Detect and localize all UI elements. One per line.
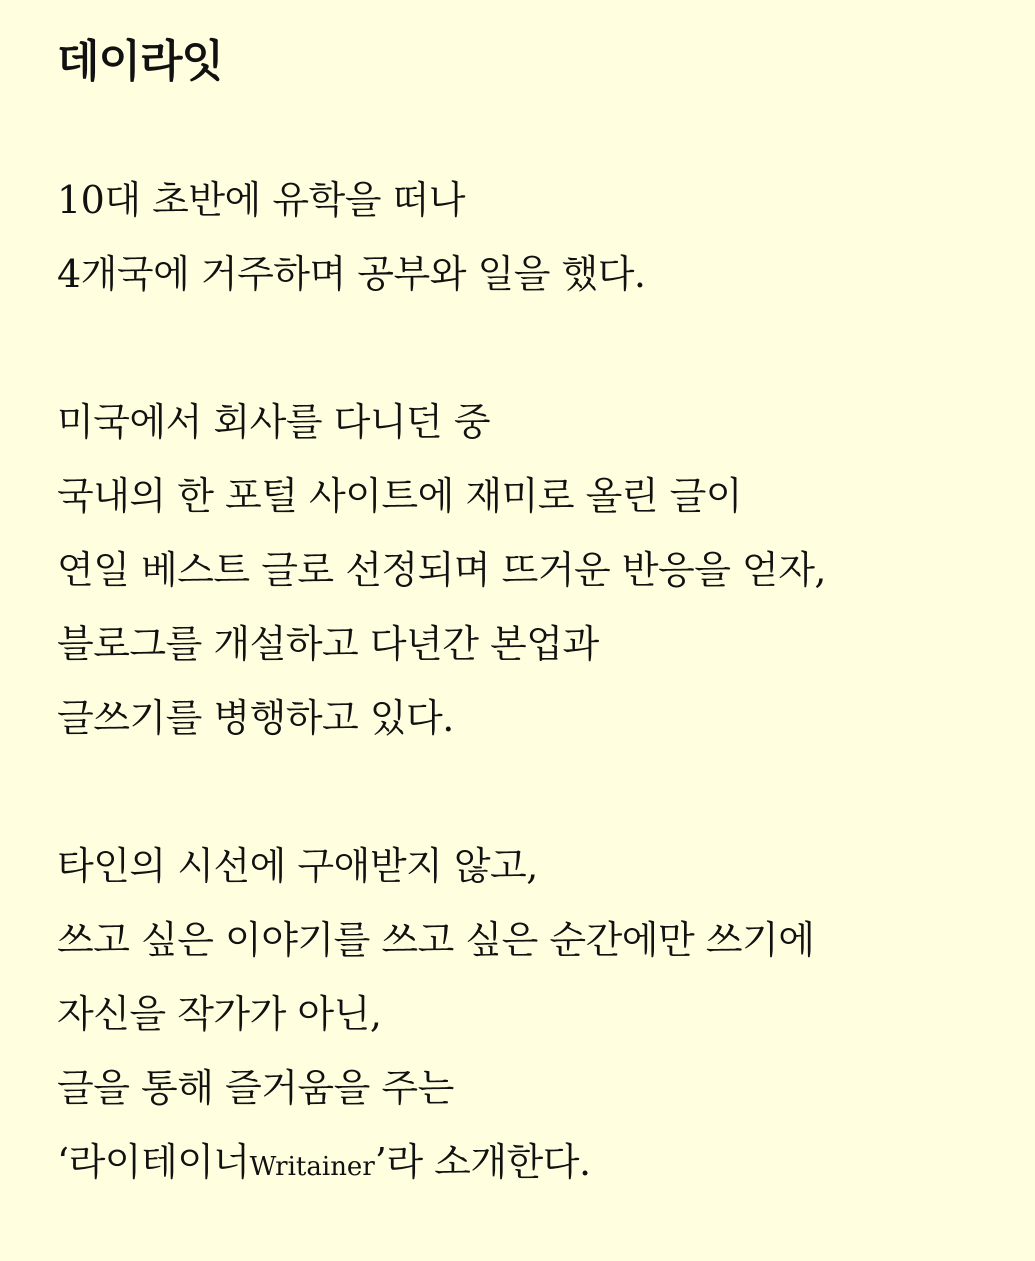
paragraph-gap <box>57 311 1035 385</box>
paragraph-gap <box>57 755 1035 829</box>
paragraph-1 <box>57 163 1035 311</box>
text-line: 미국에서 회사를 다니던 중 <box>57 400 491 444</box>
text-line: 국내의 한 포털 사이트에 재미로 올린 글이 <box>57 474 743 518</box>
paragraph-2 <box>57 385 1035 755</box>
text-line: 타인의 시선에 구애받지 않고, <box>57 844 538 888</box>
text-line-writainer <box>57 1125 1035 1199</box>
writainer-latin: Writainer <box>249 1152 375 1182</box>
text-line: 연일 베스트 글로 선정되며 뜨거운 반응을 얻자, <box>57 548 827 592</box>
text-line: 글을 통해 즐거움을 주는 <box>57 1066 454 1110</box>
paragraph-3 <box>57 829 1035 1199</box>
writainer-prefix: ‘라이테이너 <box>57 1140 250 1184</box>
author-name-heading: 데이라잇 <box>57 36 224 87</box>
text-line: 10대 초반에 유학을 떠나 <box>57 178 465 222</box>
writainer-suffix: ’라 소개한다. <box>374 1140 591 1184</box>
text-line: 쓰고 싶은 이야기를 쓰고 싶은 순간에만 쓰기에 <box>57 918 815 962</box>
text-line: 자신을 작가가 아닌, <box>57 992 382 1036</box>
text-line: 블로그를 개설하고 다년간 본업과 <box>57 622 599 666</box>
text-line: 글쓰기를 병행하고 있다. <box>57 696 454 740</box>
text-line: 4개국에 거주하며 공부와 일을 했다. <box>57 252 646 296</box>
